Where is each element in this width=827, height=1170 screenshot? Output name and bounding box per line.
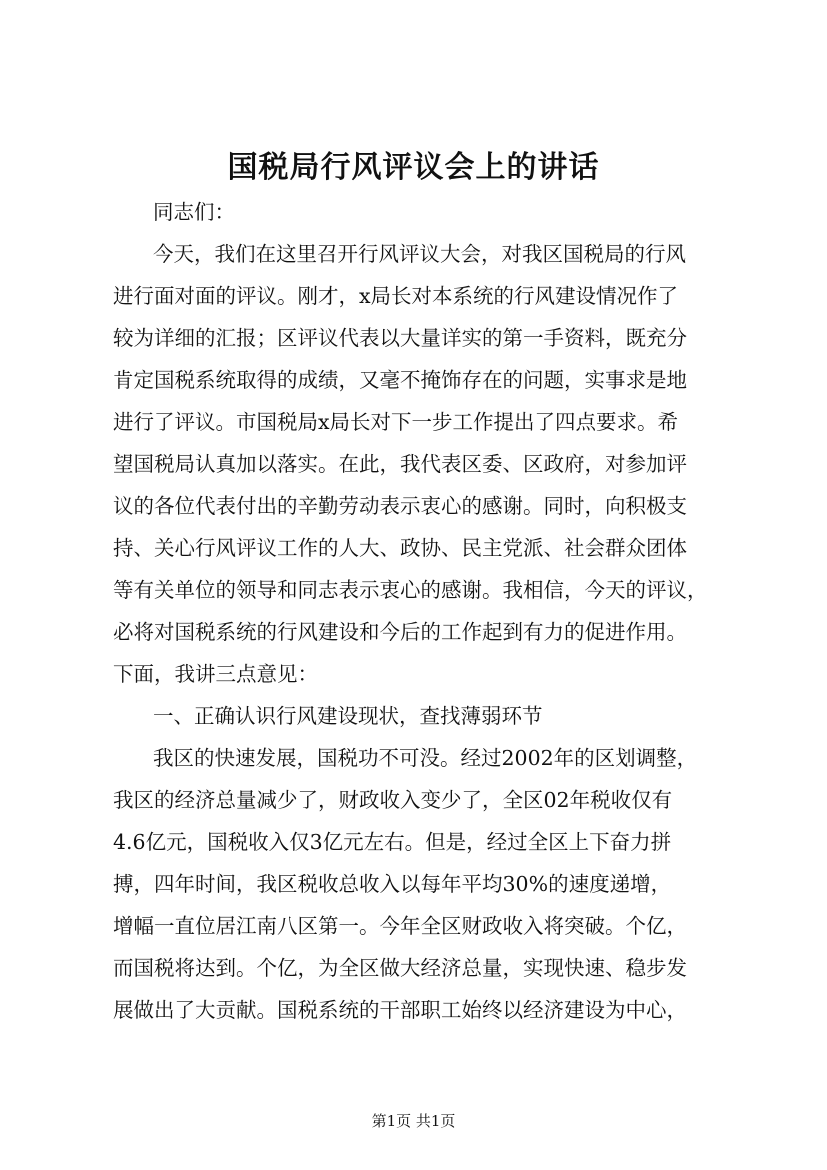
paragraph-line: 展做出了大贡献。国税系统的干部职工始终以经济建设为中心， <box>113 998 687 1022</box>
paragraph-line: 搏，四年时间，我区税收总收入以每年平均30%的速度递增， <box>113 872 672 896</box>
page-title: 国税局行风评议会上的讲话 <box>227 150 600 185</box>
paragraph-line: 增幅一直位居江南八区第一。今年全区财政收入将突破。个亿， <box>113 914 687 938</box>
paragraph-line: 4.6亿元，国税收入仅3亿元左右。但是，经过全区上下奋力拼 <box>113 830 672 854</box>
section-heading: 一、正确认识行风建设现状，查找薄弱环节 <box>153 704 543 728</box>
paragraph-line: 持、关心行风评议工作的人大、政协、民主党派、社会群众团体 <box>113 536 687 560</box>
paragraph-line: 必将对国税系统的行风建设和今后的工作起到有力的促进作用。 <box>113 620 687 644</box>
page-footer: 第1页 共1页 <box>371 1112 456 1130</box>
salutation-line: 同志们： <box>153 200 235 224</box>
paragraph-line: 较为详细的汇报；区评议代表以大量详实的第一手资料，既充分 <box>113 326 687 350</box>
paragraph-line: 议的各位代表付出的辛勤劳动表示衷心的感谢。同时，向积极支 <box>113 494 687 518</box>
paragraph-line: 我区的快速发展，国税功不可没。经过2002年的区划调整， <box>153 746 698 770</box>
paragraph-line: 我区的经济总量减少了，财政收入变少了，全区02年税收仅有 <box>113 788 673 812</box>
paragraph-line: 进行了评议。市国税局x局长对下一步工作提出了四点要求。希 <box>113 410 679 434</box>
paragraph-line: 进行面对面的评议。刚才，x局长对本系统的行风建设情况作了 <box>113 284 679 308</box>
paragraph-line: 肯定国税系统取得的成绩，又毫不掩饰存在的问题，实事求是地 <box>113 368 687 392</box>
paragraph-line: 等有关单位的领导和同志表示衷心的感谢。我相信，今天的评议， <box>113 578 708 602</box>
paragraph-line: 下面，我讲三点意见： <box>113 662 318 686</box>
paragraph-line: 今天，我们在这里召开行风评议大会，对我区国税局的行风 <box>153 242 686 266</box>
paragraph-line: 望国税局认真加以落实。在此，我代表区委、区政府，对参加评 <box>113 452 687 476</box>
paragraph-line: 而国税将达到。个亿，为全区做大经济总量，实现快速、稳步发 <box>113 956 687 980</box>
